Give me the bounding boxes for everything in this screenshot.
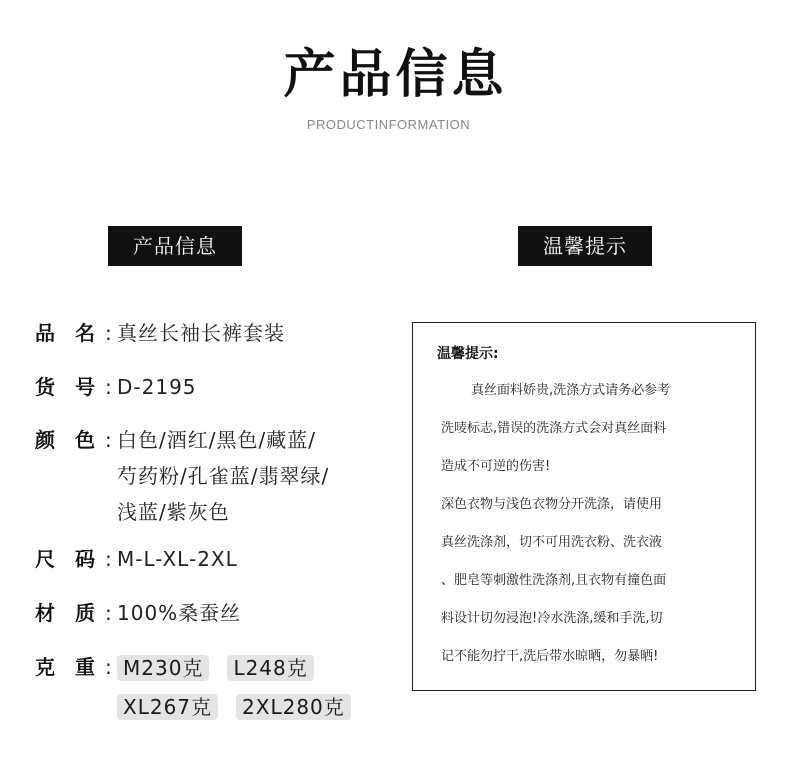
notice-line: 深色衣物与浅色衣物分开洗涤，请使用 xyxy=(441,497,663,512)
page-subtitle: PRODUCTINFORMATION xyxy=(306,117,471,132)
weight-chip: M230克 xyxy=(117,655,209,681)
notice-line: 洗唛标志,错误的洗涤方式会对真丝面料 xyxy=(441,421,667,436)
size-value: M-L-XL-2XL xyxy=(117,547,238,571)
info-row-sku: 货 号 : D-2195 xyxy=(35,372,197,402)
info-row-weight: 克 重 : xyxy=(35,652,117,682)
color-value-line: 芍药粉/孔雀蓝/翡翠绿/ xyxy=(117,464,330,488)
notice-line: 造成不可逆的伤害! xyxy=(441,459,551,474)
info-row-material: 材 质 : 100%桑蚕丝 xyxy=(35,598,241,628)
notice-line: 记不能勿拧干,洗后带水晾晒，勿暴晒! xyxy=(441,649,659,664)
info-row-name: 品 名 : 真丝长袖长裤套装 xyxy=(35,318,285,348)
info-row-size: 尺 码 : M-L-XL-2XL xyxy=(35,544,238,574)
page-title: 产品信息 xyxy=(283,45,508,105)
color-value-line: 浅蓝/紫灰色 xyxy=(117,500,230,524)
care-notice-box xyxy=(412,322,756,691)
info-label: 尺 码 xyxy=(35,547,95,571)
product-name-value: 真丝长袖长裤套装 xyxy=(117,321,285,345)
info-label: 材 质 xyxy=(35,601,95,625)
material-value: 100%桑蚕丝 xyxy=(117,601,242,625)
weight-chip: L248克 xyxy=(227,655,313,681)
sku-value: D-2195 xyxy=(117,375,197,399)
info-label: 货 号 xyxy=(35,375,95,399)
notice-line: 、肥皂等刺激性洗涤剂,且衣物有撞色面 xyxy=(441,573,667,588)
weight-chip: XL267克 xyxy=(117,694,218,720)
color-value-line: 白色/酒红/黑色/藏蓝/ xyxy=(117,428,316,452)
info-label: 品 名 xyxy=(35,321,95,345)
info-row-color: 颜 色 : 白色/酒红/黑色/藏蓝/ xyxy=(35,425,316,455)
notice-line: 料设计切勿浸泡!冷水洗涤,缓和手洗,切 xyxy=(441,611,663,626)
weight-chips-row xyxy=(117,694,369,720)
info-label: 颜 色 xyxy=(35,428,95,452)
notice-line: 真丝洗涤剂，切不可用洗衣粉、洗衣液 xyxy=(441,535,663,550)
weight-chip: 2XL280克 xyxy=(236,694,351,720)
notice-line: 真丝面料娇贵,洗涤方式请务必参考 xyxy=(471,383,671,398)
warm-tips-tag: 温馨提示 xyxy=(518,226,652,266)
info-label: 克 重 xyxy=(35,655,95,679)
notice-title: 温馨提示: xyxy=(437,346,499,362)
weight-chips-row xyxy=(117,655,332,681)
product-info-tag: 产品信息 xyxy=(108,226,242,266)
